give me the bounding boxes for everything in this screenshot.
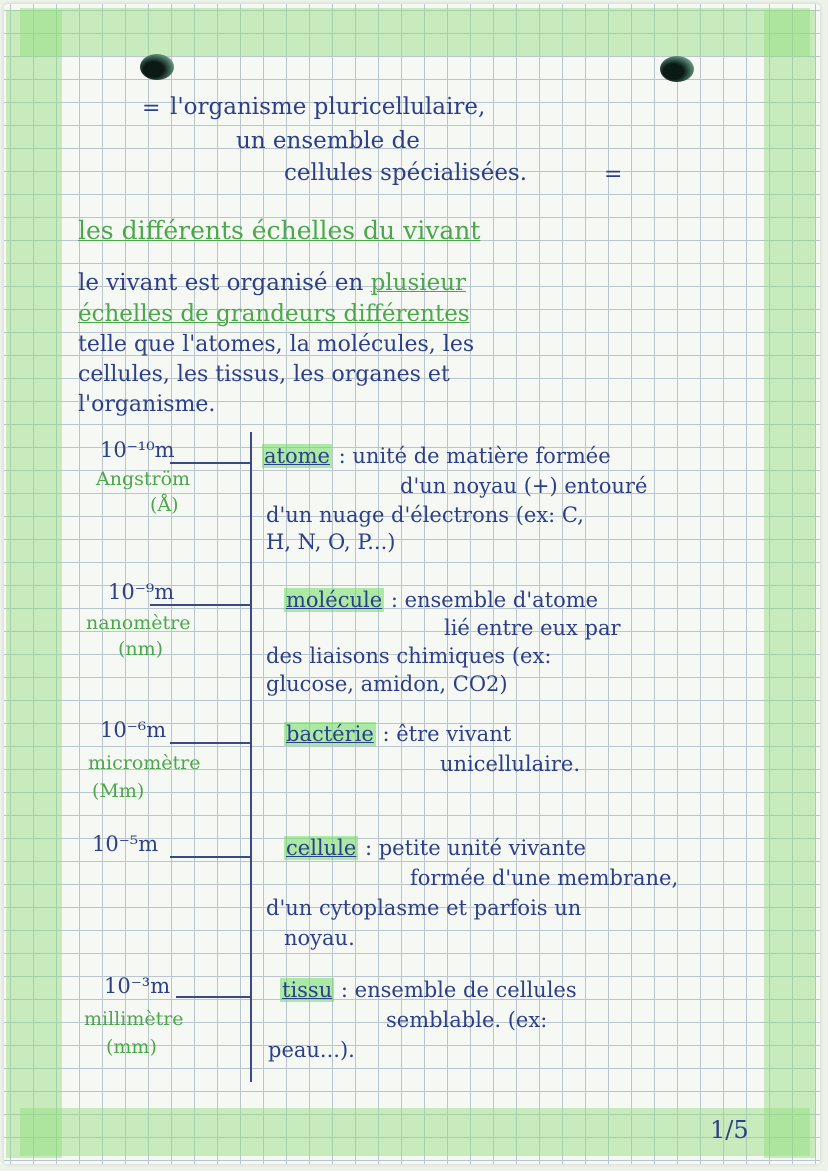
scale-power-3: 10⁻⁶m: [100, 718, 167, 742]
scale-def-1-line-1: d'un noyau (+) entouré: [400, 474, 648, 498]
title-line-2: un ensemble de: [236, 128, 420, 154]
scale-def-2-line-3: glucose, amidon, CO2): [266, 672, 508, 696]
scale-def-1-line-2: d'un nuage d'électrons (ex: C,: [266, 503, 584, 527]
scale-abbr-2: (nm): [118, 638, 164, 660]
title-dash-decoration: =: [142, 96, 161, 121]
scale-def-4-line-3: noyau.: [284, 926, 355, 950]
intro-line-2: échelles de grandeurs différentes: [78, 301, 470, 327]
scale-def-3-line-0: [284, 724, 511, 745]
scale-def-2-line-2: des liaisons chimiques (ex:: [266, 644, 552, 668]
scale-def-5-line-1: semblable. (ex:: [386, 1008, 548, 1032]
title-line-3: cellules spécialisées.: [284, 160, 528, 186]
scale-unit-2: nanomètre: [86, 612, 191, 634]
scale-term-2: molécule: [286, 588, 383, 612]
intro-line-1: [78, 272, 466, 295]
scale-def-2-rest: : ensemble d'atome: [390, 588, 599, 612]
scale-term-3: bactérie: [286, 722, 374, 746]
scale-def-5-line-2: peau...).: [268, 1038, 355, 1062]
scale-power-5: 10⁻³m: [104, 974, 171, 998]
title-line-1: l'organisme pluricellulaire,: [170, 94, 486, 120]
green-border-right: [764, 10, 816, 1158]
section-heading: les différents échelles du vivant: [78, 216, 481, 245]
page-number: 1/5: [710, 1116, 749, 1144]
intro-line-1-green: plusieur: [370, 270, 467, 296]
scale-def-5-line-0: [280, 980, 577, 1001]
scale-abbr-1: (Å): [150, 494, 179, 516]
scale-def-4-line-2: d'un cytoplasme et parfois un: [266, 896, 582, 920]
scale-unit-3: micromètre: [88, 752, 201, 774]
green-border-bottom: [20, 1108, 810, 1156]
scale-def-4-line-1: formée d'une membrane,: [410, 866, 679, 890]
punch-hole-right: [660, 56, 694, 82]
scale-unit-5: millimètre: [84, 1008, 184, 1030]
intro-line-3: telle que l'atomes, la molécules, les: [78, 332, 475, 357]
punch-hole-left: [140, 54, 174, 80]
scale-def-1-line-3: H, N, O, P...): [266, 530, 396, 554]
scale-abbr-3: (Mm): [92, 780, 145, 802]
scale-def-2-line-0: [284, 590, 598, 611]
scale-tick-5: [176, 996, 252, 998]
green-border-left: [6, 10, 62, 1158]
scale-term-5: tissu: [282, 978, 333, 1002]
scale-def-3-rest: : être vivant: [382, 722, 512, 746]
scale-tick-4: [170, 856, 252, 858]
scale-term-4: cellule: [286, 836, 357, 860]
scale-tick-2: [150, 604, 252, 606]
scale-def-3-line-1: unicellulaire.: [440, 752, 581, 776]
intro-line-4: cellules, les tissus, les organes et: [78, 362, 450, 387]
scale-term-1: atome: [264, 444, 330, 468]
scale-power-1: 10⁻¹⁰m: [100, 438, 175, 462]
scale-def-1-line-0: [262, 446, 611, 467]
scale-def-1-rest: : unité de matière formée: [338, 444, 611, 468]
scale-unit-1: Angström: [96, 468, 191, 490]
intro-line-5: l'organisme.: [78, 392, 216, 417]
scale-tick-1: [170, 462, 252, 464]
scale-def-2-line-1: lié entre eux par: [444, 616, 621, 640]
scale-def-5-rest: : ensemble de cellules: [340, 978, 577, 1002]
green-border-top: [20, 8, 810, 56]
scale-power-4: 10⁻⁵m: [92, 832, 159, 856]
title-end-decoration: =: [604, 162, 623, 187]
scale-abbr-5: (mm): [106, 1036, 157, 1058]
scale-def-4-line-0: [284, 838, 586, 859]
scale-axis: [250, 432, 252, 1082]
intro-line-1-text: le vivant est organisé en: [78, 270, 364, 296]
scale-tick-3: [170, 742, 252, 744]
scale-power-2: 10⁻⁹m: [108, 580, 175, 604]
scale-def-4-rest: : petite unité vivante: [364, 836, 586, 860]
